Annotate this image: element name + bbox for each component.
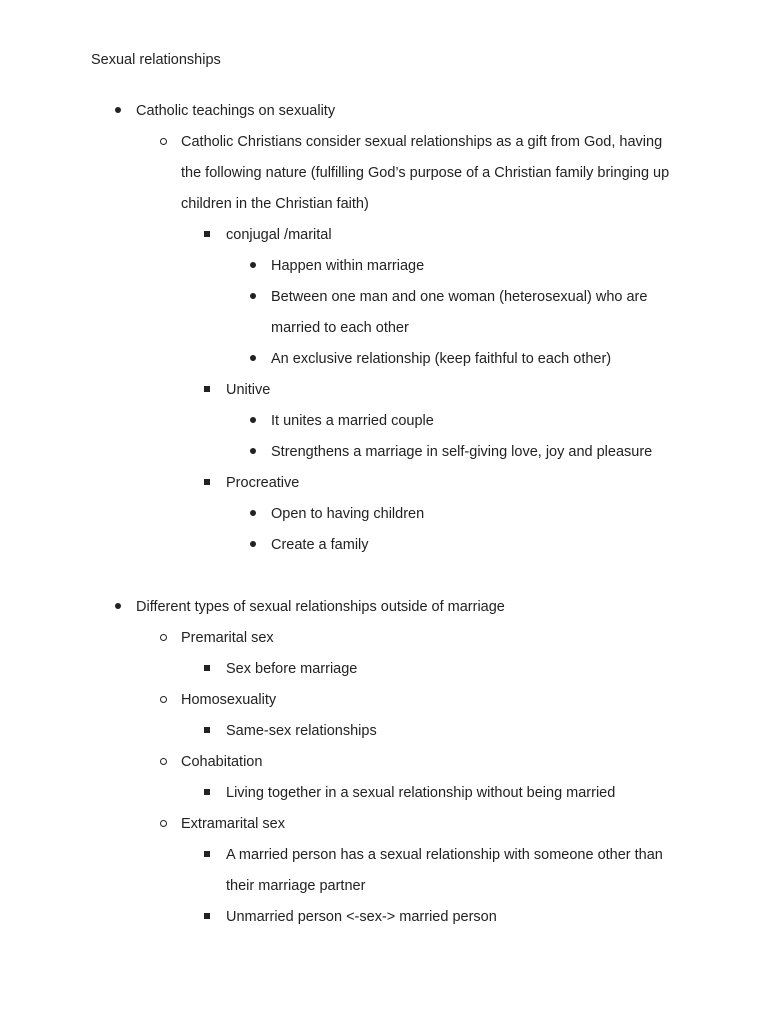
circle-bullet-icon xyxy=(155,809,171,840)
nature-procreative xyxy=(0,468,768,561)
list-item xyxy=(0,902,768,933)
outline-list xyxy=(0,96,768,933)
square-bullet-icon xyxy=(199,716,215,747)
point-text: Unmarried person <-sex-> married person xyxy=(226,909,497,925)
point-text: A married person has a sexual relationship with someone other than their marriage partner xyxy=(226,847,663,894)
point-text: An exclusive relationship (keep faithful to each other) xyxy=(271,351,612,367)
type-label: Cohabitation xyxy=(181,754,263,770)
nature-unitive xyxy=(0,375,768,468)
disc-bullet-icon xyxy=(110,592,126,623)
section-outside-marriage xyxy=(0,592,768,933)
list-item xyxy=(0,127,768,561)
point-text: Open to having children xyxy=(271,506,425,522)
point-text: Create a family xyxy=(271,537,369,553)
circle-bullet-icon xyxy=(155,747,171,778)
disc-bullet-icon xyxy=(110,96,126,127)
square-bullet-icon xyxy=(199,220,215,251)
disc-bullet-icon xyxy=(245,282,261,313)
square-bullet-icon xyxy=(199,902,215,933)
type-premarital xyxy=(0,623,768,685)
point-text: Same-sex relationships xyxy=(226,723,377,739)
square-bullet-icon xyxy=(199,468,215,499)
square-bullet-icon xyxy=(199,778,215,809)
list-item xyxy=(0,406,768,437)
square-bullet-icon xyxy=(199,654,215,685)
circle-bullet-icon xyxy=(155,685,171,716)
point-text: Sex before marriage xyxy=(226,661,358,677)
type-cohabitation xyxy=(0,747,768,809)
document-title: Sexual relationships xyxy=(91,52,221,68)
circle-bullet-icon xyxy=(155,127,171,158)
list-item xyxy=(0,840,768,902)
section-heading: Different types of sexual relationships outside of marriage xyxy=(136,599,505,615)
point-text: It unites a married couple xyxy=(271,413,434,429)
square-bullet-icon xyxy=(199,840,215,871)
nature-label: Procreative xyxy=(226,475,300,491)
list-item xyxy=(0,282,768,344)
type-label: Homosexuality xyxy=(181,692,277,708)
disc-bullet-icon xyxy=(245,406,261,437)
point-text: Happen within marriage xyxy=(271,258,425,274)
section-heading: Catholic teachings on sexuality xyxy=(136,103,336,119)
square-bullet-icon xyxy=(199,375,215,406)
intro-text: Catholic Christians consider sexual relationships as a gift from God, having the following nature (fulfilling God’s purpose of a Christian family bringing up children in the Christian faith) xyxy=(181,134,670,212)
point-text: Living together in a sexual relationship without being married xyxy=(226,785,616,801)
point-text: Between one man and one woman (heterosexual) who are married to each other xyxy=(271,289,648,336)
nature-conjugal xyxy=(0,220,768,375)
disc-bullet-icon xyxy=(245,251,261,282)
disc-bullet-icon xyxy=(245,530,261,561)
disc-bullet-icon xyxy=(245,499,261,530)
circle-bullet-icon xyxy=(155,623,171,654)
section-catholic-teachings xyxy=(0,96,768,561)
disc-bullet-icon xyxy=(245,437,261,468)
type-label: Extramarital sex xyxy=(181,816,285,832)
list-item xyxy=(0,499,768,530)
list-item xyxy=(0,654,768,685)
list-item xyxy=(0,344,768,375)
nature-label: conjugal /marital xyxy=(226,227,332,243)
list-item xyxy=(0,530,768,561)
list-item xyxy=(0,716,768,747)
point-text: Strengthens a marriage in self-giving love, joy and pleasure xyxy=(271,444,653,460)
type-extramarital xyxy=(0,809,768,933)
nature-label: Unitive xyxy=(226,382,271,398)
type-label: Premarital sex xyxy=(181,630,274,646)
list-item xyxy=(0,778,768,809)
blank-line xyxy=(0,561,768,592)
disc-bullet-icon xyxy=(245,344,261,375)
list-item xyxy=(0,251,768,282)
type-homosexuality xyxy=(0,685,768,747)
list-item xyxy=(0,437,768,468)
